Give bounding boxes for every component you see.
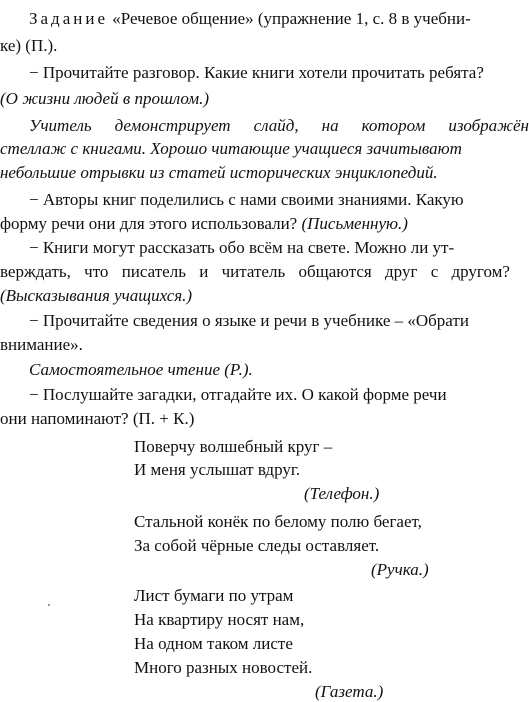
riddle-3-answer: (Газета.): [315, 682, 384, 701]
teacher-line-3: небольшие отрывки из статей исторических энциклопедий.: [0, 163, 438, 182]
riddle-3-line-1: Лист бумаги по утрам: [134, 586, 294, 605]
riddle-3-line-3: На одном таком листе: [134, 634, 293, 653]
word: котором: [361, 116, 426, 135]
task-title: «Речевое общение» (упражнение 1, с. 8 в учебни-: [112, 9, 471, 28]
task-label: Задание: [29, 9, 108, 28]
riddle-3-line-2: На квартиру носят нам,: [134, 610, 305, 629]
answer-3: (Высказывания учащихся.): [0, 286, 193, 305]
question-3-line-1: − Книги могут рассказать обо всём на свете. Можно ли ут-: [29, 238, 455, 257]
word: и: [199, 262, 209, 281]
question-1: − Прочитайте разговор. Какие книги хотели прочитать ребята?: [29, 63, 484, 82]
self-reading-note: Самостоятельное чтение (Р.).: [29, 360, 253, 379]
word: изображён: [448, 116, 529, 135]
riddle-1-line-1: Поверчу волшебный круг –: [134, 437, 333, 456]
question-2-line-1: − Авторы книг поделились с нами своими знаниями. Какую: [29, 190, 464, 209]
question-5-line-2: они напоминают? (П. + К.): [0, 409, 195, 428]
riddle-2-line-2: За собой чёрные следы оставляет.: [134, 536, 380, 555]
task-line-1: [29, 9, 471, 29]
word: писатель: [121, 262, 186, 281]
word: с: [430, 262, 439, 281]
word: другом?: [451, 262, 510, 281]
word: друг: [385, 262, 418, 281]
riddle-1-line-2: И меня услышат вдруг.: [134, 460, 301, 479]
word: общаются: [298, 262, 372, 281]
word: слайд,: [253, 116, 299, 135]
riddle-2-line-1: Стальной конёк по белому полю бегает,: [134, 512, 422, 531]
question-5-line-1: − Послушайте загадки, отгадайте их. О какой форме речи: [29, 385, 447, 404]
teacher-line-2: стеллаж с книгами. Хорошо читающие учащиеся зачитывают: [0, 139, 462, 158]
question-2-text: форму речи они для этого использовали?: [0, 214, 298, 233]
word: верждать,: [0, 262, 71, 281]
word: демонстрирует: [114, 116, 231, 135]
word: Учитель: [29, 116, 92, 135]
word: что: [84, 262, 109, 281]
answer-2: (Письменную.): [301, 214, 408, 233]
question-2-line-2: [0, 214, 408, 234]
word: читатель: [221, 262, 286, 281]
teacher-line-1: [29, 116, 529, 136]
task-line-2: ке) (П.).: [0, 36, 58, 55]
riddle-3-line-4: Много разных новостей.: [134, 658, 313, 677]
riddle-2-answer: (Ручка.): [371, 560, 429, 579]
riddle-1-answer: (Телефон.): [304, 484, 380, 503]
word: на: [321, 116, 339, 135]
scan-speck: [48, 604, 50, 606]
question-4-line-1: − Прочитайте сведения о языке и речи в учебнике – «Обрати: [29, 311, 469, 330]
answer-1: (О жизни людей в прошлом.): [0, 89, 210, 108]
question-4-line-2: внимание».: [0, 335, 83, 354]
question-3-line-2: [0, 262, 510, 282]
